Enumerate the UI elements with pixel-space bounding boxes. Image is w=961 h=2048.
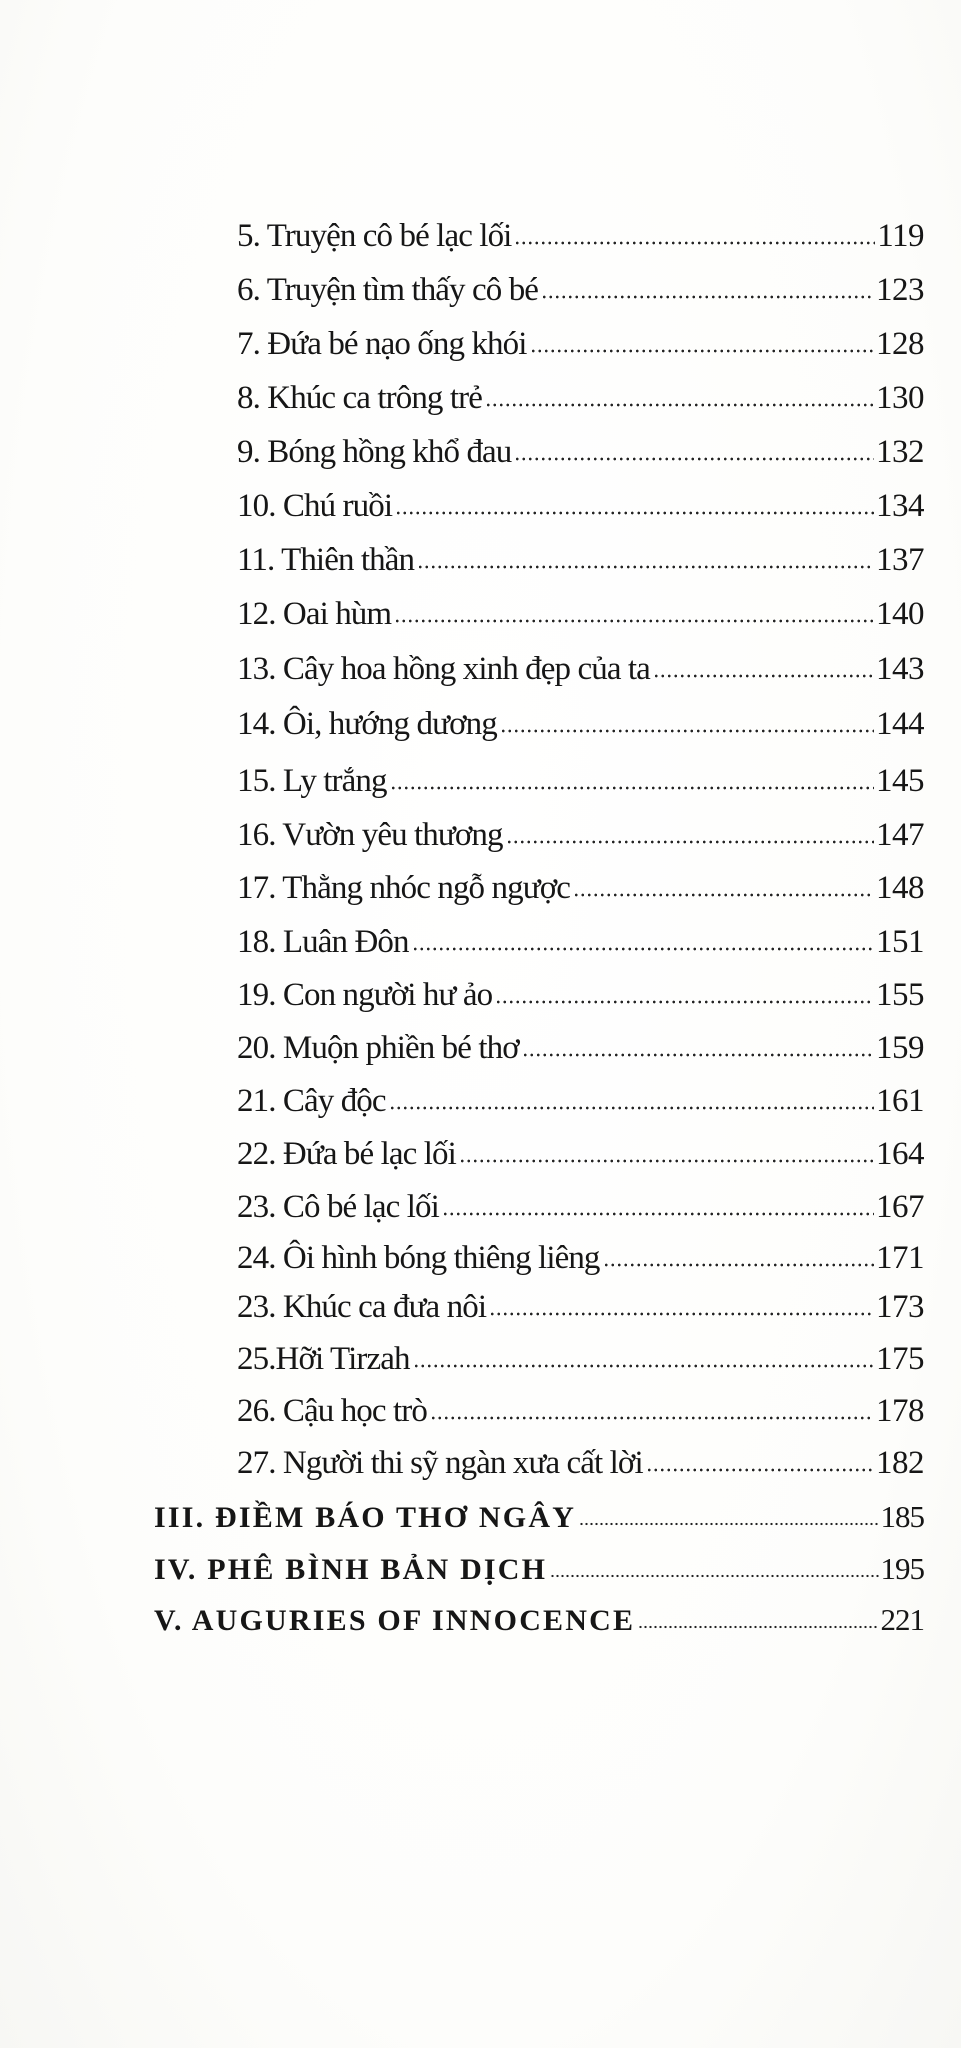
toc-entry-page: 132 (876, 434, 924, 470)
toc-entry (237, 1240, 924, 1284)
toc-entry-page: 155 (876, 977, 924, 1013)
dot-leader (412, 947, 874, 951)
toc-entry (237, 763, 924, 807)
toc-entry (237, 1393, 924, 1437)
toc-section-title: V. AUGURIES OF INNOCENCE (154, 1604, 636, 1637)
dot-leader (550, 1574, 878, 1578)
dot-leader (638, 1625, 878, 1629)
toc-entry-page: 171 (876, 1240, 924, 1276)
toc-entry-title: 25.Hỡi Tirzah (237, 1341, 410, 1377)
dot-leader (459, 1159, 874, 1163)
toc-entry-page: 130 (876, 380, 924, 416)
toc-entry-page: 145 (876, 763, 924, 799)
toc-entry-title: 18. Luân Đôn (237, 924, 409, 960)
toc-entry-page: 143 (876, 651, 924, 687)
dot-leader (514, 457, 874, 461)
toc-entry-title: 8. Khúc ca trông trẻ (237, 380, 482, 416)
toc-entry (237, 1289, 924, 1333)
toc-entry-title: 16. Vườn yêu thương (237, 817, 503, 853)
toc-entry-title: 10. Chú ruồi (237, 488, 393, 524)
toc-entry-title: 14. Ôi, hướng dương (237, 706, 497, 742)
dot-leader (389, 1106, 874, 1110)
dot-leader (442, 1212, 874, 1216)
toc-entry-title: 12. Oai hùm (237, 596, 392, 632)
dot-leader (522, 1053, 874, 1057)
toc-entry-page: 134 (876, 488, 924, 524)
dot-leader (430, 1416, 874, 1420)
toc-entry-title: 19. Con người hư ảo (237, 977, 493, 1013)
toc-entry-page: 137 (876, 542, 924, 578)
toc-entry-title: 24. Ôi hình bóng thiêng liêng (237, 1240, 600, 1276)
dot-leader (489, 1312, 874, 1316)
dot-leader (417, 565, 874, 569)
toc-entry-title: 22. Đứa bé lạc lối (237, 1136, 456, 1172)
dot-leader (500, 729, 874, 733)
toc-section-title: III. ĐIỀM BÁO THƠ NGÂY (154, 1501, 577, 1534)
toc-entry-title: 21. Cây độc (237, 1083, 386, 1119)
toc-entry-page: 159 (876, 1030, 924, 1066)
toc-entry-title: 27. Người thi sỹ ngàn xưa cất lời (237, 1445, 643, 1481)
toc-entry-page: 147 (876, 817, 924, 853)
dot-leader (413, 1364, 874, 1368)
dot-leader (394, 619, 874, 623)
toc-section (154, 1602, 924, 1646)
toc-entry (237, 542, 924, 586)
toc-section (154, 1499, 924, 1543)
toc-entry (237, 977, 924, 1021)
toc-entry (237, 380, 924, 424)
toc-entry-page: 173 (876, 1289, 924, 1325)
toc-entry-page: 178 (876, 1393, 924, 1429)
dot-leader (579, 1522, 878, 1526)
toc-entry-title: 23. Khúc ca đưa nôi (237, 1289, 487, 1325)
toc-section (154, 1551, 924, 1595)
toc-entry-title: 15. Ly trắng (237, 763, 387, 799)
toc-entry-title: 6. Truyện tìm thấy cô bé (237, 272, 539, 308)
toc-section-page: 221 (880, 1602, 924, 1637)
dot-leader (395, 511, 874, 515)
dot-leader (573, 893, 874, 897)
toc-entry (237, 218, 924, 262)
toc-entry-page: 175 (876, 1341, 924, 1377)
toc-entry (237, 1445, 924, 1489)
toc-entry-title: 26. Cậu học trò (237, 1393, 427, 1429)
toc-entry-title: 20. Muộn phiền bé thơ (237, 1030, 519, 1066)
toc-entry-page: 144 (876, 706, 924, 742)
dot-leader (506, 840, 874, 844)
toc-section-page: 185 (880, 1499, 924, 1534)
toc-entry (237, 651, 924, 695)
toc-entry-page: 140 (876, 596, 924, 632)
toc-entry (237, 1083, 924, 1127)
dot-leader (603, 1263, 874, 1267)
toc-entry (237, 870, 924, 914)
toc-entry-title: 13. Cây hoa hồng xinh đẹp của ta (237, 651, 650, 687)
toc-entry-title: 11. Thiên thần (237, 542, 415, 578)
toc-entry (237, 326, 924, 370)
toc-entry-title: 5. Truyện cô bé lạc lối (237, 218, 512, 254)
toc-entry-title: 9. Bóng hồng khổ đau (237, 434, 512, 470)
dot-leader (541, 295, 874, 299)
toc-entry-page: 148 (876, 870, 924, 906)
toc-entry-page: 151 (876, 924, 924, 960)
dot-leader (653, 674, 874, 678)
toc-entry (237, 488, 924, 532)
toc-entry-page: 164 (876, 1136, 924, 1172)
toc-entry-title: 23. Cô bé lạc lối (237, 1189, 439, 1225)
toc-entry (237, 596, 924, 640)
toc-entry-page: 161 (876, 1083, 924, 1119)
dot-leader (530, 349, 874, 353)
toc-entry (237, 1136, 924, 1180)
toc-entry-page: 119 (877, 218, 924, 254)
toc-entry-page: 182 (876, 1445, 924, 1481)
toc-entry (237, 1030, 924, 1074)
toc-entry-page: 167 (876, 1189, 924, 1225)
dot-leader (390, 786, 874, 790)
toc-entry (237, 272, 924, 316)
toc-entry (237, 434, 924, 478)
dot-leader (514, 241, 875, 245)
toc-entry (237, 817, 924, 861)
toc-entry-title: 7. Đứa bé nạo ống khói (237, 326, 527, 362)
dot-leader (646, 1468, 874, 1472)
toc-section-page: 195 (880, 1551, 924, 1586)
dot-leader (485, 403, 874, 407)
toc-entry (237, 706, 924, 750)
toc-entry-page: 123 (876, 272, 924, 308)
toc-entry-page: 128 (876, 326, 924, 362)
toc-entry (237, 924, 924, 968)
dot-leader (495, 1000, 874, 1004)
toc-entry (237, 1341, 924, 1385)
toc-entry-title: 17. Thằng nhóc ngỗ ngược (237, 870, 570, 906)
toc-section-title: IV. PHÊ BÌNH BẢN DỊCH (154, 1553, 548, 1586)
toc-entry (237, 1189, 924, 1233)
